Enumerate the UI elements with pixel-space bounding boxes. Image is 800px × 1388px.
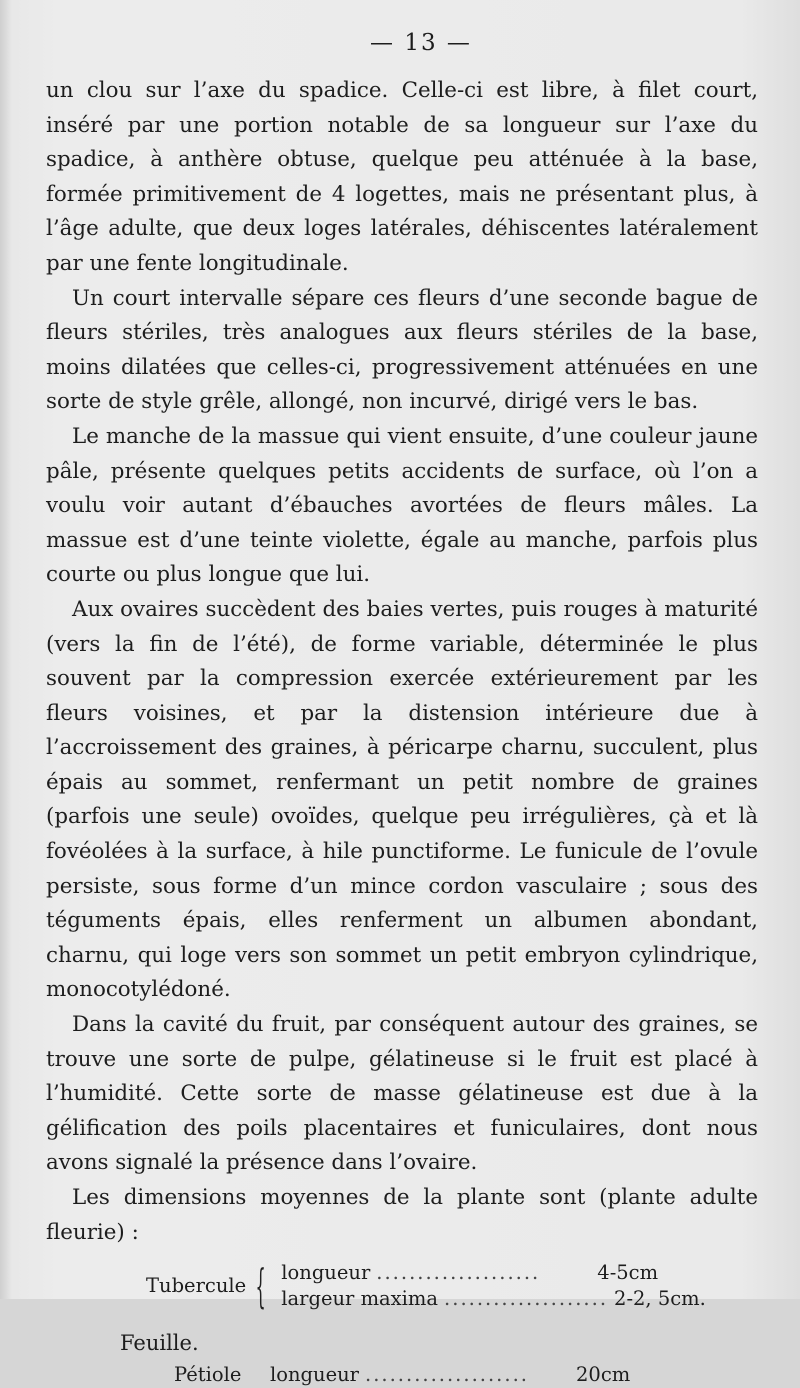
tubercule-label: Tubercule [146, 1274, 247, 1298]
page-number: — 13 — [370, 30, 472, 56]
paragraph-sterile-flowers: Un court intervalle sépare ces fleurs d’une seconde bague de fleurs stériles, très analogues aux fleurs stériles de la base, moins dilatées que celles-ci, progressivement atténuées en une sorte de style grêle, allongé, non incurvé, dirigé vers le bas. [46, 285, 758, 415]
dimension-row [281, 1286, 706, 1312]
dimension-value: 4-5cm [597, 1261, 659, 1285]
dot-leader: .................... [444, 1287, 609, 1311]
paragraph-ovaries-berries: Aux ovaires succèdent des baies vertes, puis rouges à maturité (vers la fin de l’été), de forme variable, déterminée le plus souvent par la compression exercée extérieurement par les fleurs voisines, et par la distension intérieure due à l’accroissement des graines, à péricarpe charnu, succulent, plus épais au sommet, renfermant un petit nombre de graines (parfois une seule) ovoïdes, quelque peu irrégulières, çà et là fovéolées à la surface, à hile punctiforme. Le funicule de l’ovule persiste, sous forme d’un mince cordon vasculaire ; sous des téguments épais, elles renferment un albumen abondant, charnu, qui loge vers son sommet un petit embryon cylindrique, monocotylédoné. [46, 596, 758, 1003]
dimension-value: 2-2, 5cm. [614, 1287, 706, 1311]
dimension-row [174, 1362, 660, 1388]
paragraph-massue: Le manche de la massue qui vient ensuite, d’une couleur jaune pâle, présente quelques petits accidents de surface, où l’on a voulu voir autant d’ébauches avortées de fleurs mâles. La massue est d’une teinte violette, égale au manche, parfois plus courte ou plus longue que lui. [46, 423, 758, 588]
dimension-row [281, 1260, 681, 1286]
dimension-value: 20cm [576, 1363, 631, 1387]
petiole-label: Pétiole [174, 1363, 242, 1387]
feuille-label: Feuille. [120, 1331, 199, 1356]
dimensions-table [46, 1260, 758, 1388]
dimension-name: longueur [270, 1363, 359, 1387]
paragraph-continuation: un clou sur l’axe du spadice. Celle-ci est libre, à filet court, inséré par une portion notable de sa longueur sur l’axe du spadice, à anthère obtuse, quelque peu atténuée à la base, formée primitivement de 4 logettes, mais ne présentant plus, à l’âge adulte, que deux loges latérales, déhiscentes latéralement par une fente longitudinale. [46, 78, 758, 276]
paragraph-dimensions-intro: Les dimensions moyennes de la plante sont (plante adulte fleurie) : [46, 1185, 758, 1245]
brace-icon: { [255, 1259, 266, 1314]
dimension-name: largeur maxima [281, 1287, 439, 1311]
dimension-name: longueur [281, 1261, 371, 1285]
tubercule-group [146, 1260, 758, 1312]
paragraph-fruit-cavity: Dans la cavité du fruit, par conséquent autour des graines, se trouve une sorte de pulpe, gélatineuse si le fruit est placé à l’humidité. Cette sorte de masse gélatineuse est due à la gélification des poils placentaires et funiculaires, dont nous avons signalé la présence dans l’ovaire. [46, 1012, 758, 1176]
tubercule-rows [281, 1260, 706, 1312]
dot-leader: .................... [376, 1261, 541, 1285]
dot-leader: .................... [365, 1363, 529, 1387]
